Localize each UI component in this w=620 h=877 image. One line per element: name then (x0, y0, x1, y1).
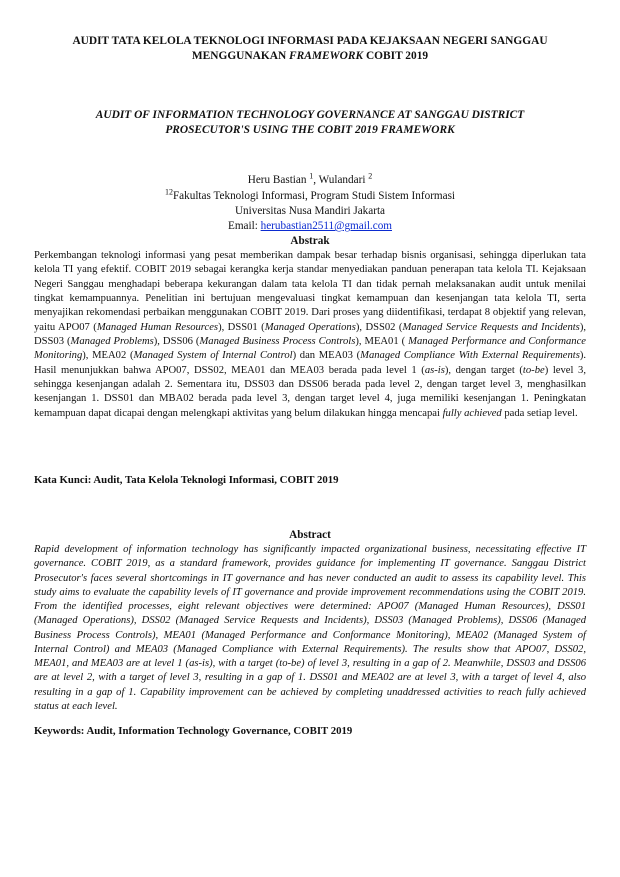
affiliation: Fakultas Teknologi Informasi, Program Studi Sistem Informasi (172, 190, 456, 202)
author-2-sup: 2 (368, 171, 373, 181)
abstrak-italic-term: Managed Operations (264, 321, 356, 333)
abstrak-italic-term: Managed Service Requests and Incidents (402, 321, 580, 333)
abstract-paragraph: Rapid development of information technology has significantly impacted organizational business, necessitating effective IT governance. COBIT 2019, as a standard framework, provides guidance for implementing IT governance. Sanggau District Prosecutor's faces several shortcomings in IT governance and has never conducted an audit to assess its capability level. This study aims to evaluate the capability levels of IT governance and provide improvement recommendations using the COBIT 2019. From the identified processes, eight relevant objectives were determined: APO07 (Managed Human Resources), DSS01 (Managed Operations), DSS02 (Managed Service Requests and Incidents), DSS03 (Managed Problems), DSS06 (Managed Business Process Controls), MEA01 (Managed Performance and Conformance Monitoring), MEA02 (Managed System of Internal Control) and MEA03 (Managed Compliance with External Requirements). The results show that APO07, DSS02, MEA01, and MEA03 are at level 1 (as-is), with a target (to-be) of level 3, resulting in a gap of 2. Meanwhile, DSS03 and DSS06 are at level 2, with a target of level 3, resulting in a gap of 1. DSS01 and MEA02 are at level 3, with a target of level 4, also resulting in a gap of 1. Capability improvement can be achieved by completing unaddressed activities to reach fully achieved status at each level. (34, 544, 586, 712)
abstrak-italic-term: Managed Compliance With External Requirements (360, 350, 580, 362)
kata-kunci: Kata Kunci: Audit, Tata Kelola Teknologi Informasi, COBIT 2019 (34, 474, 339, 486)
affiliation-line (40, 189, 580, 203)
abstrak-text: Perkembangan teknologi informasi yang pesat memberikan dampak besar terhadap bisnis organisasi, sehingga diperlukan tata kelola TI yang efektif. COBIT 2019 sebagai kerangka kerja standar menyediakan panduan penerapan tata kelola TI. Kejaksaan Negeri Sanggau menghadapi beberapa kekurangan dalam tata kelola TI dan tidak pernah melaksanakan audit untuk menilai tingkat kemampuannya. Penelitian ini bertujuan mengevaluasi tingkat kemampuan dan kesenjangan tata kelola TI, serta menyajikan rekomendasi perbaikan menggunakan COBIT 2019. Dari proses yang diidentifikasi, terdapat 8 objektif yang relevan, yaitu APO07 ( (34, 250, 586, 333)
email-line (40, 219, 580, 233)
affiliation-sup: 12 (164, 187, 173, 197)
author-line (40, 173, 580, 187)
abstrak-text: ) level 3, sehingga kesenjangan adalah 2. Sementara itu, DSS03 dan DSS06 berada pada level 2, dengan target level 3, menghasilkan kesenjangan 1. DSS01 dan MBA02 berada pada level 3, dengan target level 4, juga memiliki kesenjangan 1. Peningkatan kemampuan dapat dicapai dengan melengkapi aktivitas yang belum dilakukan hingga mencapai (34, 364, 586, 419)
abstrak-heading: Abstrak (290, 235, 330, 247)
email-link[interactable]: herubastian2511@gmail.com (260, 220, 392, 232)
abstrak-italic-term: as-is (424, 364, 445, 376)
title-id-line2-suffix: COBIT 2019 (363, 50, 429, 62)
author-1-sup: 1 (309, 171, 314, 181)
abstrak-text: ), DSS03 ( (34, 321, 586, 348)
title-en-line1: AUDIT OF INFORMATION TECHNOLOGY GOVERNANCE AT SANGGAU DISTRICT (95, 109, 525, 121)
abstrak-text: ), DSS06 ( (153, 336, 200, 348)
abstrak-italic-term: Managed Business Process Controls (199, 336, 356, 348)
abstrak-italic-term: fully achieved (442, 407, 502, 419)
abstrak-italic-term: Managed Human Resources (96, 321, 219, 333)
abstrak-text: ) dan MEA03 ( (292, 350, 361, 362)
author-separator: , Wulandari (313, 174, 369, 186)
title-id-line2-italic: FRAMEWORK (289, 50, 364, 62)
title-english (40, 108, 580, 138)
title-en-line2: PROSECUTOR'S USING THE COBIT 2019 FRAMEWORK (165, 124, 455, 136)
title-indonesian (40, 34, 580, 64)
abstrak-text: ). Hasil menunjukkan bahwa APO07, DSS02, MEA01 dan MEA03 berada pada level 1 ( (34, 350, 587, 376)
abstrak-text: pada setiap level. (501, 407, 578, 419)
abstrak-text: ), dengan target ( (444, 364, 523, 376)
email-label: Email: (228, 220, 261, 232)
title-id-line1: AUDIT TATA KELOLA TEKNOLOGI INFORMASI PADA KEJAKSAAN NEGERI SANGGAU (72, 35, 548, 47)
university-line: Universitas Nusa Mandiri Jakarta (234, 205, 386, 217)
abstract-heading: Abstract (289, 529, 331, 541)
abstrak-italic-term: to-be (522, 364, 545, 376)
author-1: Heru Bastian (247, 174, 310, 186)
keywords-english: Keywords: Audit, Information Technology Governance, COBIT 2019 (34, 725, 353, 737)
abstrak-paragraph (34, 249, 586, 421)
abstrak-text: ), MEA01 ( (355, 336, 409, 348)
title-id-line2-prefix: MENGGUNAKAN (191, 50, 290, 62)
abstrak-text: ), DSS01 ( (218, 321, 265, 333)
abstrak-text: ), DSS02 ( (355, 321, 403, 333)
abstrak-text: ), MEA02 ( (82, 350, 134, 362)
abstrak-italic-term: Managed Performance and Conformance Monitoring (34, 336, 586, 362)
abstrak-italic-term: Managed Problems (70, 336, 154, 348)
abstrak-italic-term: Managed System of Internal Control (133, 350, 293, 362)
